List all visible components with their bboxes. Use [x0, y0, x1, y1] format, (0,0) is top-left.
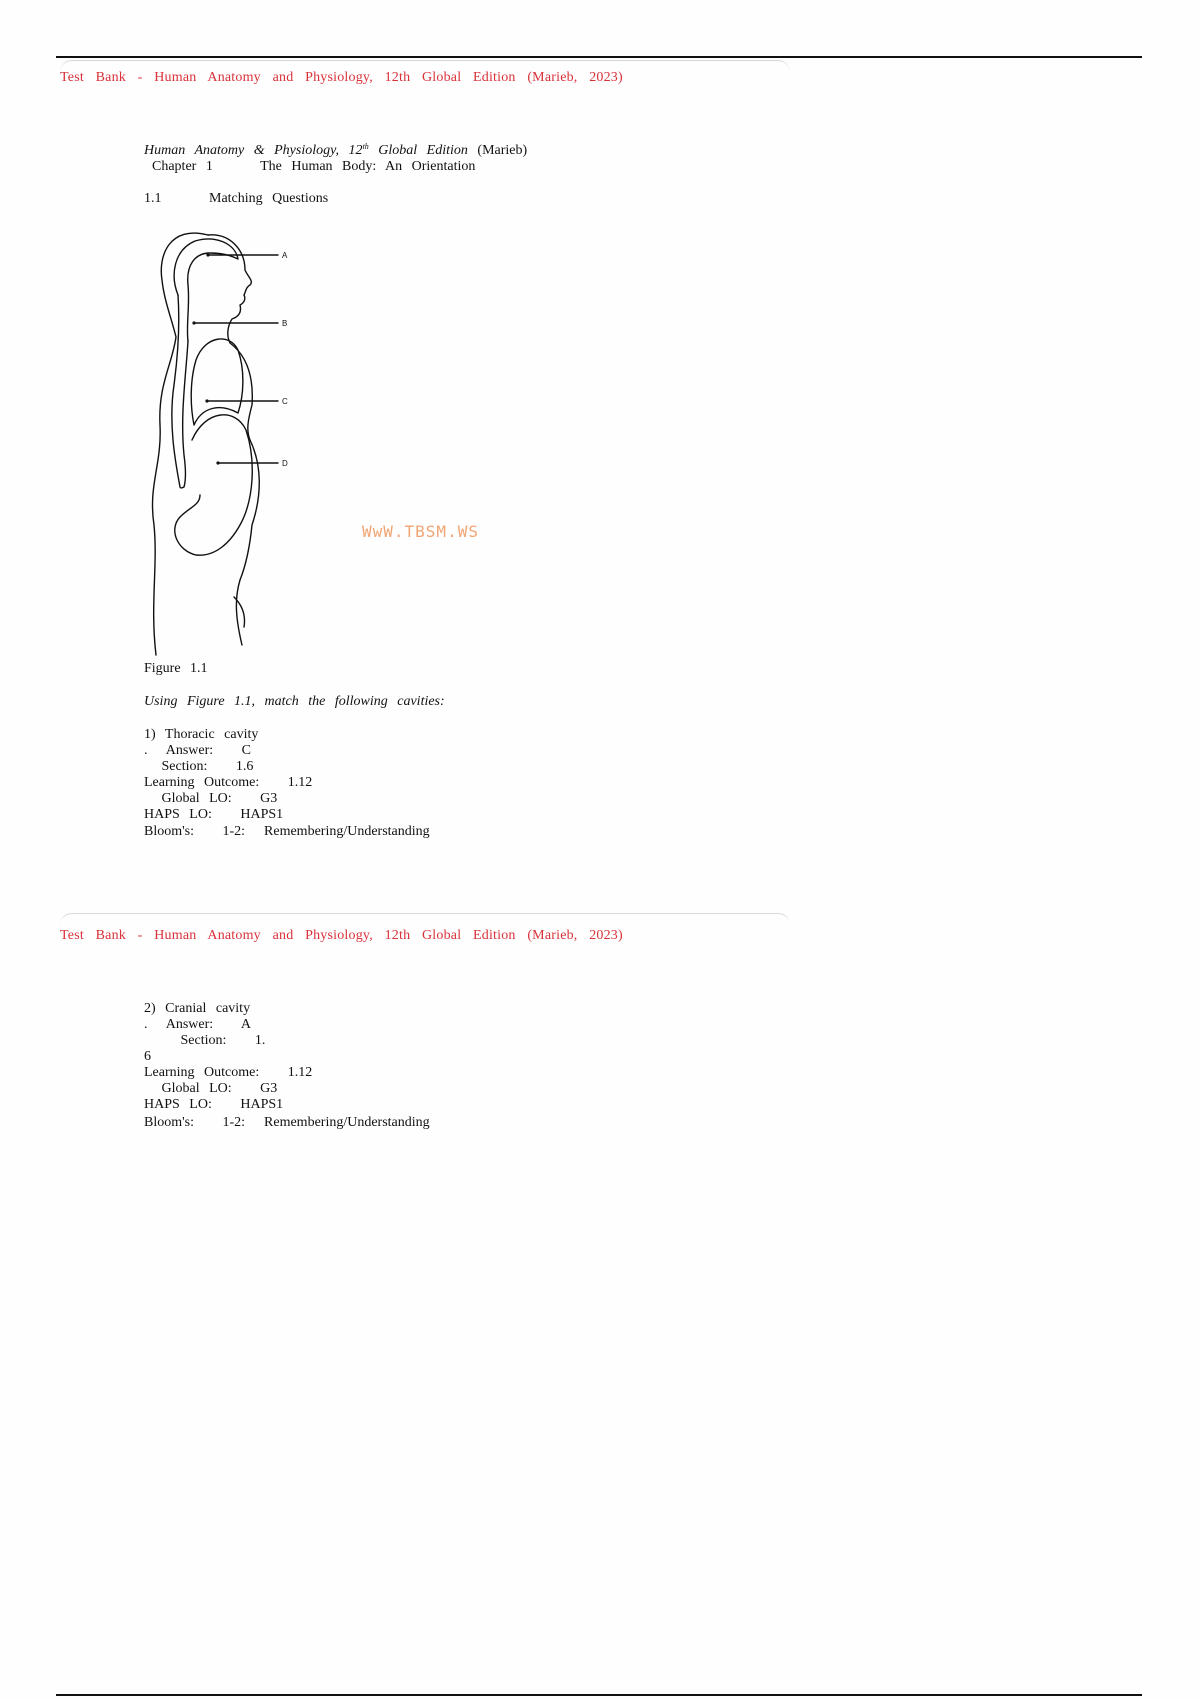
book-title: Human Anatomy & Physiology, 12 [144, 143, 363, 158]
dot-d [216, 461, 219, 464]
q1-section: Section: 1.6 [152, 759, 254, 774]
q2-prompt: 2) Cranial cavity [144, 1001, 251, 1016]
q1-global-lo: Global LO: G3 [152, 791, 278, 806]
figure-label-a: A [282, 251, 288, 260]
q2-answer: . Answer: A [144, 1017, 251, 1032]
q1-prompt: 1) Thoracic cavity [144, 727, 259, 742]
body-outline [152, 233, 208, 655]
book-title-rest: Global Edition [368, 143, 468, 158]
book-title-line [144, 143, 527, 159]
watermark: WwW.TBSM.WS [362, 522, 479, 541]
q1-answer: . Answer: C [144, 743, 251, 758]
q1-blooms: Bloom's: 1-2: Remembering/Understanding [144, 824, 430, 839]
book-title-sup: th [362, 142, 369, 151]
q1-haps-lo: HAPS LO: HAPS1 [144, 807, 284, 822]
chapter-title: Chapter 1 The Human Body: An Orientation [152, 159, 476, 174]
page-header: Test Bank - Human Anatomy and Physiology, 12th Global Edition (Marieb, 2023) [60, 70, 623, 85]
bottom-rule [56, 1694, 1142, 1696]
q2-blooms: Bloom's: 1-2: Remembering/Understanding [144, 1115, 430, 1130]
figure-label-d: D [282, 459, 288, 468]
dot-c [205, 399, 208, 402]
page-header: Test Bank - Human Anatomy and Physiology, 12th Global Edition (Marieb, 2023) [60, 928, 623, 943]
instruction: Using Figure 1.1, match the following cavities: [144, 694, 445, 709]
page-curl [60, 913, 790, 928]
body-cavities-figure [150, 225, 320, 665]
figure-label-b: B [282, 319, 288, 328]
abdominopelvic-cavity [175, 415, 252, 555]
dot-b [192, 321, 195, 324]
q2-haps-lo: HAPS LO: HAPS1 [144, 1097, 284, 1112]
vertebral-cavity [172, 295, 188, 488]
thoracic-cavity [191, 339, 243, 425]
section-heading: 1.1 Matching Questions [144, 191, 329, 206]
figure-caption: Figure 1.1 [144, 661, 208, 676]
q2-global-lo: Global LO: G3 [152, 1081, 278, 1096]
dot-a [206, 253, 209, 256]
top-rule [56, 56, 1142, 58]
book-author: (Marieb) [477, 143, 528, 158]
q2-learning-outcome: Learning Outcome: 1.12 [144, 1065, 313, 1080]
figure-label-c: C [282, 397, 288, 406]
leg-outline [234, 580, 245, 645]
q1-learning-outcome: Learning Outcome: 1.12 [144, 775, 313, 790]
q2-section-cont: 6 [144, 1049, 151, 1064]
q2-section: Section: 1. [152, 1033, 266, 1048]
